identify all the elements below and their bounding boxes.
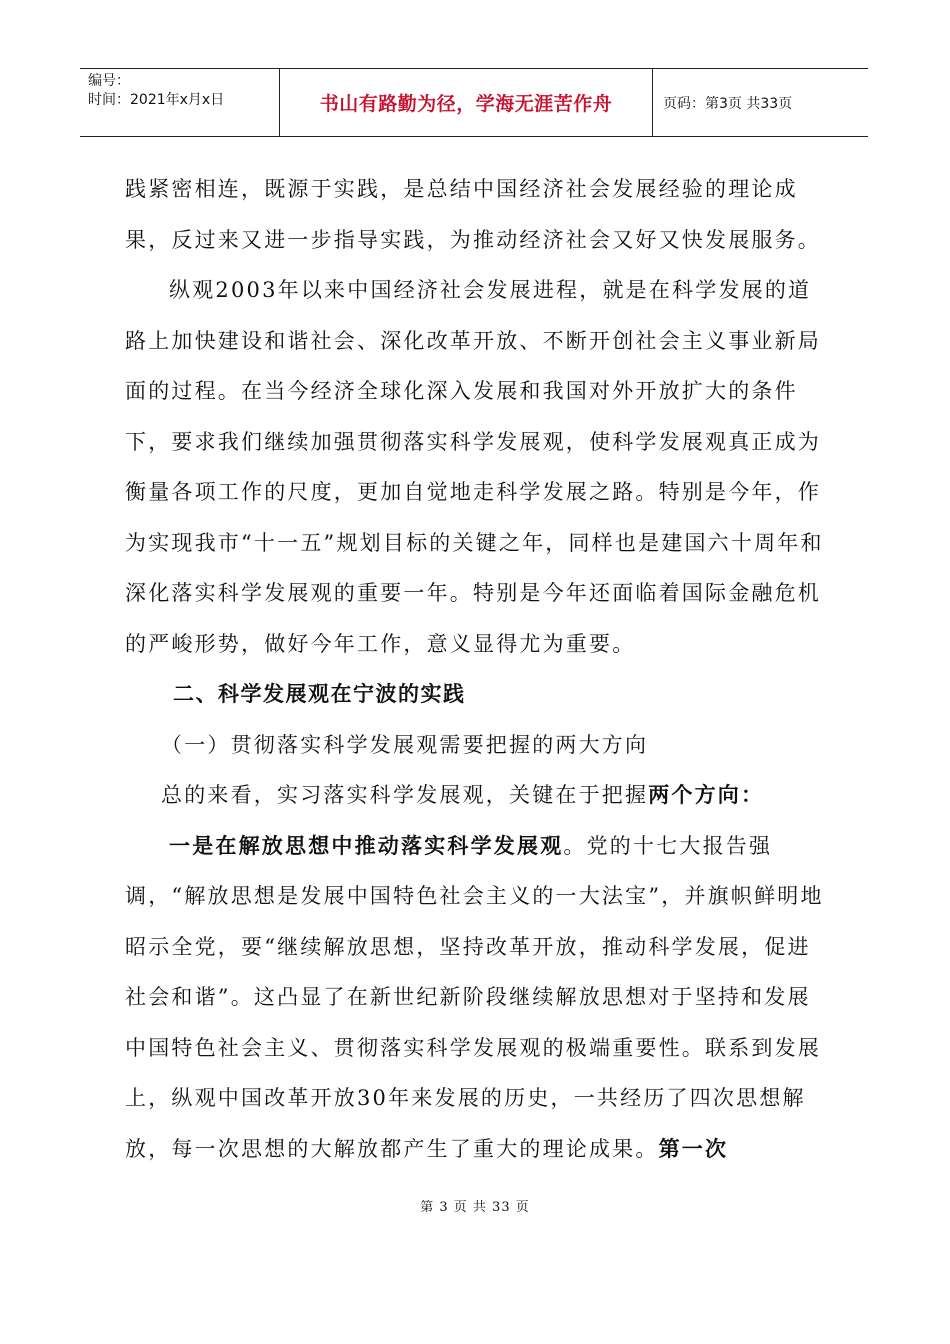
page-footer: 第 3 页 共 33 页 (420, 1200, 530, 1215)
header-page-info: 页码：第3页 共33页 (663, 95, 793, 112)
section-heading: 二、科学发展观在宁波的实践 (173, 682, 466, 706)
paragraph-2: 纵观2003年以来中国经济社会发展进程，就是在科学发展的道路上加快建设和谐社会、深化改革开放、不断开创社会主义事业新局面的过程。在当今经济全球化深入发展和我国对外开放扩大的条件下，要求我们继续加强贯彻落实科学发展观，使科学发展观真正成为衡量各项工作的尺度，更加自觉地走科学发展之路。特别是今年，作为实现我市“十一五”规划目标的关键之年，同样也是建国六十周年和深化落实科学发展观的重要一年。特别是今年还面临着国际金融危机的严峻形势，做好今年工作，意义显得尤为重要。 (125, 278, 824, 656)
paragraph-3-emphasis: 两个方向： (648, 782, 765, 807)
subsection-heading: （一）贯彻落实科学发展观需要把握的两大方向 (161, 732, 649, 757)
paragraph-4-emphasis: 一是在解放思想中推动落实科学发展观 (169, 832, 564, 858)
time-label: 时间：2021年x月x日 (88, 92, 225, 108)
document-body (125, 164, 831, 1174)
page-header (80, 68, 868, 137)
paragraph-4-text: 。党的十七大报告强调，“解放思想是发展中国特色社会主义的一大法宝”，并旗帜鲜明地昭示全党，要“继续解放思想，坚持改革开放，推动科学发展，促进社会和谐”。这凸显了在新世纪新阶段继续解放思想对于坚持和发展中国特色社会主义、贯彻落实科学发展观的极端重要性。联系到发展上，纵观中国改革开放30年来发展的历史，一共经历了四次思想解放，每一次思想的大解放都产生了重大的理论成果。 (125, 833, 824, 1161)
paragraph-4-tail: 第一次 (658, 1135, 729, 1161)
number-label: 编号： (88, 73, 130, 89)
header-motto: 书山有路勤为径，学海无涯苦作舟 (280, 69, 653, 136)
header-meta (80, 69, 280, 136)
paragraph-1: 践紧密相连，既源于实践，是总结中国经济社会发展经验的理论成果，反过来又进一步指导实践，为推动经济社会又好又快发展服务。 (125, 177, 821, 252)
paragraph-3-lead: 总的来看，实习落实科学发展观，关键在于把握 (161, 783, 649, 807)
paragraph-3 (125, 770, 831, 821)
paragraph-4 (125, 821, 831, 1175)
